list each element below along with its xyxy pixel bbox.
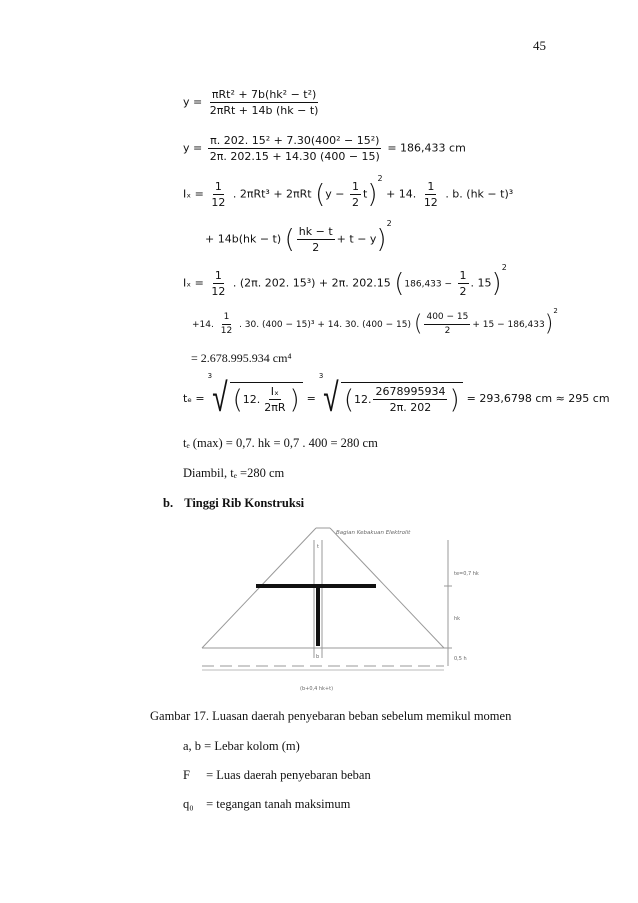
eq3-line2-a: + 14b(hk − t) [205,232,282,246]
eq3-f3-num: 1 [427,180,435,193]
eq3-paren-open: ( [315,179,326,210]
equation-ix-numeric [183,262,507,299]
eq4-fraction-2 [458,269,469,298]
section-heading [163,496,304,511]
eq4-f3-num: 1 [222,312,232,325]
eq4-paren-a: 186,433 − [404,279,453,290]
eq5-b-den: 2π. 202 [389,401,432,414]
eq4-paren-b: . 15 [470,276,492,290]
eq4-f3-den: 12 [220,326,233,336]
eq3-f3-den: 12 [423,196,438,209]
eq5-equals: = [306,391,316,405]
eq4-fraction-3 [219,312,234,337]
eq5-result: = 293,6798 cm ≈ 295 cm [466,391,610,405]
eq3-f1-num: 1 [214,180,222,193]
eq1-denominator: 2πRt + 14b (hk − t) [209,104,319,117]
eq5-root-index-a: 3 [207,372,213,380]
eq3-fraction-3 [422,180,440,209]
eq3-paren-close: ) [367,179,378,210]
eq4-fraction-1 [209,269,227,298]
figure-label-b: b [316,654,320,660]
eq3-fraction-2 [350,180,361,209]
eq5-b-num: 2678995934 [375,385,446,398]
eq4-exponent-1: 2 [501,262,507,272]
eq3-paren-b: t [363,187,368,201]
eq4-line2-a: +14. [192,320,214,330]
eq3-term3: + 14. [386,187,417,201]
eq5-b-paren-open: ( [343,384,354,415]
eq4-paren-close: ) [491,268,502,299]
eq3-f4-num: hk − t [298,225,333,238]
te-chosen-line: Diambil, tₑ =280 cm [183,466,285,480]
eq4-fraction-4 [424,312,470,337]
eq4-exponent-2: 2 [553,307,558,315]
eq2-numerator: π. 202. 15² + 7.30(400² − 15²) [210,134,380,147]
radical-sign-icon: √ [323,375,339,421]
figure-label-te: te=0,7 hk [454,571,479,577]
equation-y-numeric [183,134,466,163]
eq3-exponent-1: 2 [377,173,383,183]
eq4-line2-c: + 15 − 186,433 [472,320,545,330]
note-key-3: q₀ [183,797,194,811]
rib-web [316,588,320,646]
eq4-f4-den: 2 [444,326,451,336]
eq5-root-index-b: 3 [318,372,324,380]
eq5-b-paren-close: ) [449,384,460,415]
section-letter: b. [163,496,174,510]
eq1-fraction [208,88,321,117]
eq4-line2-b: . 30. (400 − 15)³ + 14. 30. (400 − 15) [239,320,412,330]
eq3-f4-den: 2 [312,241,320,254]
eq4-l2-paren-open: ( [413,311,423,337]
eq2-fraction [208,134,382,163]
rib-diagram [200,520,480,695]
eq5-root-body-b [341,382,463,414]
eq2-lhs: y = [183,141,203,155]
note-row-1 [183,739,300,754]
eq3-f1-den: 12 [211,196,226,209]
equation-te [183,372,610,421]
eq3-f2-num: 1 [352,180,360,193]
te-max-line: tₑ (max) = 0,7. hk = 0,7 . 400 = 280 cm [183,436,378,450]
eq5-cube-root-a [207,372,303,421]
figure-label-top: Bagian Kebakuan Elektrolit [336,530,411,536]
eq2-result: = 186,433 cm [387,141,466,155]
page-number: 45 [533,38,546,53]
eq5-b-pre: 12. [353,393,372,406]
figure-label-hk: hk [454,616,461,622]
eq5-a-pre: 12. [242,393,261,406]
note-row-3 [183,797,350,812]
eq5-lhs: tₑ = [183,391,205,405]
equation-ix-general [183,173,514,210]
note-text-2: = Luas daerah penyebaran beban [206,768,371,782]
eq5-cube-root-b [318,372,463,421]
eq5-a-paren-open: ( [232,384,243,415]
eq5-a-num: Iₓ [270,385,279,398]
eq4-f1-num: 1 [214,269,222,282]
eq3-term1-tail: . 2πRt³ + 2πRt [232,187,312,201]
eq4-f2-den: 2 [459,285,467,298]
eq3-paren-a: y − [325,187,345,201]
eq3-l2-paren-open: ( [284,224,295,255]
section-title: Tinggi Rib Konstruksi [184,496,305,510]
eq3-l2-paren-close: ) [376,224,387,255]
eq4-result: = 2.678.995.934 cm⁴ [191,351,292,365]
note-text-1: a, b = Lebar kolom (m) [183,739,300,753]
eq3-term3-tail: . b. (hk − t)³ [445,187,514,201]
eq3-f2-den: 2 [352,196,360,209]
eq1-numerator: πRt² + 7b(hk² − t²) [211,88,317,101]
equation-ix-general-line2 [205,218,392,255]
eq3-line2-b: + t − y [336,232,377,246]
eq5-fraction-a [262,385,287,414]
figure-label-h: 0,5 h [454,656,467,662]
eq4-l2-paren-close: ) [544,311,554,337]
eq3-fraction-4 [297,225,335,254]
radical-sign-icon: √ [211,375,228,421]
eq4-f2-num: 1 [459,269,467,282]
eq4-paren-open: ( [394,268,405,299]
eq3-exponent-2: 2 [386,218,392,228]
note-row-2 [183,768,371,783]
eq1-lhs: y = [183,95,203,109]
figure-label-t: t [317,544,319,550]
eq5-a-den: 2πR [264,401,286,414]
eq4-lhs: Iₓ = [183,276,204,290]
note-key-2: F [183,768,190,782]
eq3-fraction-1 [209,180,227,209]
eq4-f4-num: 400 − 15 [424,312,470,325]
eq5-fraction-b [373,385,447,414]
eq2-denominator: 2π. 202.15 + 14.30 (400 − 15) [209,150,380,163]
eq3-lhs: Iₓ = [183,187,204,201]
figure-label-bottom: (b+0,4 hk+t) [300,686,334,692]
equation-y-general [183,88,322,117]
eq5-root-body-a [230,382,303,414]
slab-flange [256,584,376,588]
note-text-3: = tegangan tanah maksimum [206,797,351,811]
equation-ix-numeric-line2 [192,307,558,337]
eq4-f1-den: 12 [211,285,226,298]
eq4-mid: . (2π. 202. 15³) + 2π. 202.15 [232,276,391,290]
figure-caption: Gambar 17. Luasan daerah penyebaran beban sebelum memikul momen [150,709,512,723]
eq5-a-paren-close: ) [289,384,300,415]
